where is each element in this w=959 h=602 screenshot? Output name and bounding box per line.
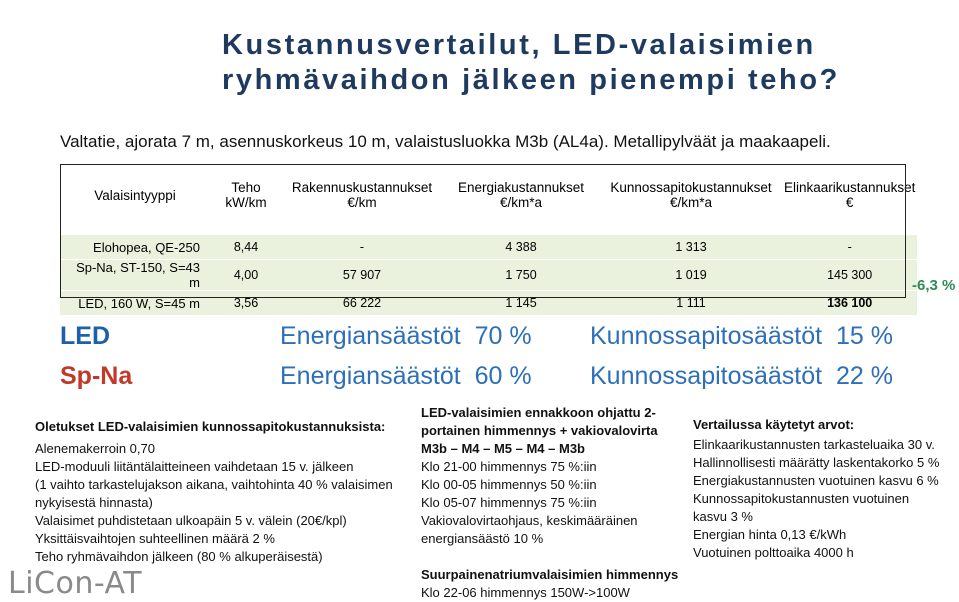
list-item: Energiakustannusten vuotuinen kasvu 6 % [693, 473, 939, 488]
middle-block-heading-line: LED-valaisimien ennakkoon ohjattu 2- [421, 405, 656, 420]
table-cell: 66 222 [282, 291, 442, 316]
licon-at-logo: LiCon-AT [8, 566, 143, 601]
list-item: nykyisestä hinnasta) [35, 495, 153, 510]
table-cell: 1 313 [600, 235, 782, 260]
table-cell: 136 100 [782, 291, 917, 316]
table-cell: 57 907 [282, 260, 442, 291]
savings-label-spna: Sp-Na [60, 362, 133, 390]
list-item: Klo 21-00 himmennys 75 %:iin [421, 459, 597, 474]
list-item: Teho ryhmävaihdon jälkeen (80 % alkuperäisestä) [35, 549, 323, 564]
table-cell: 1 111 [600, 291, 782, 316]
left-block-heading: Oletukset LED-valaisimien kunnossapitokustannuksista: [35, 419, 386, 434]
table-cell: - [282, 235, 442, 260]
table-row [60, 291, 917, 316]
list-item: energiansäästö 10 % [421, 531, 544, 546]
header-valaisintyyppi: Valaisintyyppi [60, 164, 210, 226]
header-elinkaarikustannukset: Elinkaarikustannukset € [782, 164, 917, 226]
savings-energy-led: Energiansäästöt 70 % [280, 322, 532, 350]
savings-label-led: LED [60, 322, 110, 350]
cost-comparison-table [60, 164, 917, 315]
header-teho: Teho kW/km [210, 164, 282, 226]
list-item: kasvu 3 % [693, 509, 753, 524]
list-item: Alenemakerroin 0,70 [35, 441, 155, 456]
header-energiakustannukset: Energiakustannukset €/km*a [442, 164, 600, 226]
table-cell: - [782, 235, 917, 260]
list-item: Energian hinta 0,13 €/kWh [693, 527, 847, 542]
list-item: Elinkaarikustannusten tarkasteluaika 30 v. [693, 437, 935, 452]
list-item: LED-moduuli liitäntälaitteineen vaihdetaan 15 v. jälkeen [35, 459, 354, 474]
table-cell: 3,56 [210, 291, 282, 316]
middle-block-heading-line: M3b – M4 – M5 – M4 – M3b [421, 441, 585, 456]
lifecycle-delta: -6,3 % [912, 277, 956, 294]
table-cell: LED, 160 W, S=45 m [60, 291, 210, 316]
table-cell: Sp-Na, ST-150, S=43 m [60, 260, 210, 291]
page-title: Kustannusvertailut, LED-valaisimien ryhmävaihdon jälkeen pienempi teho? [222, 29, 840, 96]
list-item: Vakiovalovirtaohjaus, keskimääräinen [421, 513, 638, 528]
middle-footer-line: Klo 22-06 himmennys 150W->100W [421, 585, 630, 600]
middle-dimming-block [421, 404, 681, 602]
list-item: Yksittäisvaihtojen suhteellinen määrä 2 % [35, 531, 275, 546]
table-cell: 4 388 [442, 235, 600, 260]
header-rakennuskustannukset: Rakennuskustannukset €/km [282, 164, 442, 226]
table-header-row [60, 164, 917, 226]
savings-maintenance-led: Kunnossapitosäästöt 15 % [590, 322, 893, 350]
list-item: Kunnossapitokustannusten vuotuinen [693, 491, 910, 506]
page-subtitle: Valtatie, ajorata 7 m, asennuskorkeus 10 m, valaistusluokka M3b (AL4a). Metallipylväät ja maakaapeli. [60, 132, 831, 151]
table-cell: 145 300 [782, 260, 917, 291]
middle-block-heading-line: portainen himmennys + vakiovalovirta [421, 423, 658, 438]
list-item: Klo 00-05 himmennys 50 %:iin [421, 477, 597, 492]
table-cell: 1 145 [442, 291, 600, 316]
header-kunnossapitokustannukset: Kunnossapitokustannukset €/km*a [600, 164, 782, 226]
table-row [60, 260, 917, 291]
table-row [60, 235, 917, 260]
table-cell: Elohopea, QE-250 [60, 235, 210, 260]
savings-energy-spna: Energiansäästöt 60 % [280, 362, 532, 390]
list-item: Vuotuinen polttoaika 4000 h [693, 545, 854, 560]
middle-footer-heading: Suurpainenatriumvalaisimien himmennys [421, 567, 679, 582]
list-item: Hallinnollisesti määrätty laskentakorko 5 % [693, 455, 940, 470]
left-assumptions-block [35, 418, 420, 566]
right-block-heading: Vertailussa käytetyt arvot: [693, 417, 855, 432]
right-values-block [693, 416, 955, 562]
table-cell: 1 019 [600, 260, 782, 291]
table-cell: 1 750 [442, 260, 600, 291]
list-item: (1 vaihto tarkastelujakson aikana, vaihtohinta 40 % valaisimen [35, 477, 393, 492]
list-item: Valaisimet puhdistetaan ulkoapäin 5 v. välein (20€/kpl) [35, 513, 347, 528]
savings-maintenance-spna: Kunnossapitosäästöt 22 % [590, 362, 893, 390]
table-cell: 8,44 [210, 235, 282, 260]
table-cell: 4,00 [210, 260, 282, 291]
list-item: Klo 05-07 himmennys 75 %:iin [421, 495, 597, 510]
